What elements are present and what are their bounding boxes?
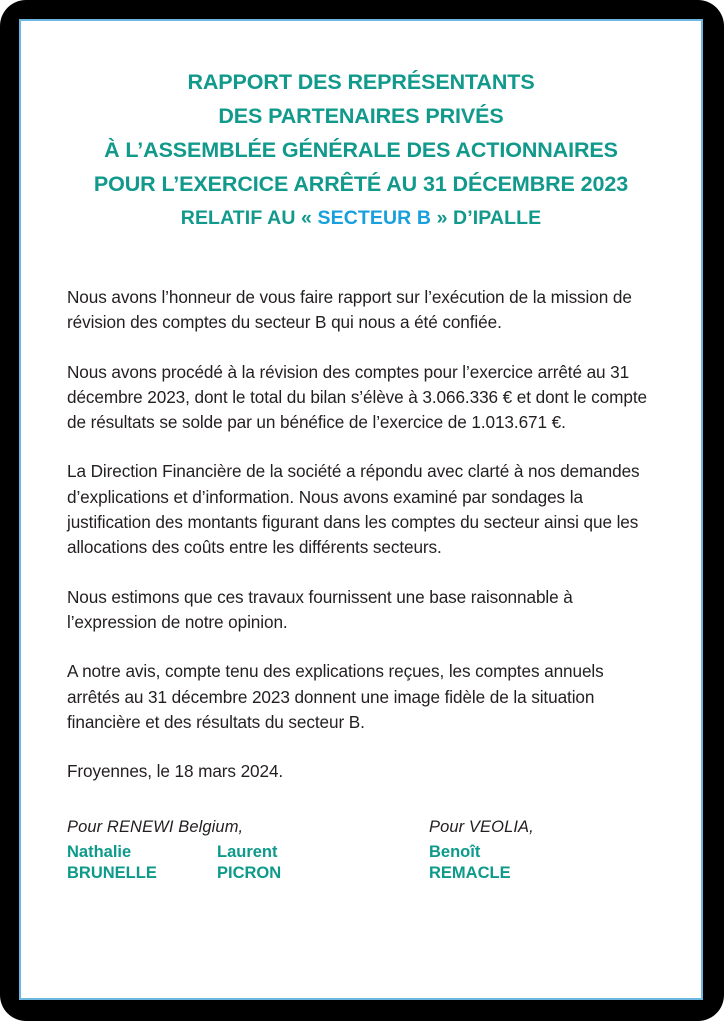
body-paragraph-5: A notre avis, compte tenu des explications reçues, les comptes annuels arrêtés au 31 décembre 2023 donnent une image fidèle de la situation financière et des résultats du secteur B. bbox=[67, 661, 604, 732]
title-line-5-prefix: RELATIF AU « bbox=[180, 207, 318, 229]
title-line-4: POUR L’EXERCICE ARRÊTÉ AU 31 DÉCEMBRE 2023 bbox=[93, 172, 629, 196]
signature-names-renewi bbox=[67, 842, 282, 888]
body-paragraph-2: Nous avons procédé à la révision des comptes pour l’exercice arrêté au 31 décembre 2023, dont le total du bilan s’élève à 3.066.336 € et dont le compte de résultats se solde par un bénéfice de l’exercice de 1.013.671 €. bbox=[67, 361, 647, 433]
body-paragraph-3: La Direction Financière de la société a répondu avec clarté à nos demandes d’explications et d’information. Nous avons examiné par sondages la justification des montants figurant dans les comptes du secteur ainsi que les allocations des coûts entre les différents secteurs. bbox=[67, 461, 640, 558]
body-paragraph-4: Nous estimons que ces travaux fournissent une base raisonnable à l’expression de notre opinion. bbox=[67, 586, 573, 632]
title-line-2: DES PARTENAIRES PRIVÉS bbox=[218, 104, 504, 128]
document-title bbox=[67, 21, 655, 235]
page-content bbox=[21, 21, 701, 998]
signatory-laurent-picron bbox=[217, 842, 281, 884]
title-line-5 bbox=[67, 201, 655, 235]
signatory-last-name: REMACLE bbox=[429, 864, 511, 883]
signature-group-renewi bbox=[67, 816, 282, 888]
page-sheet bbox=[19, 19, 703, 1000]
place-and-date: Froyennes, le 18 mars 2024. bbox=[67, 761, 284, 782]
title-line-1: RAPPORT DES REPRÉSENTANTS bbox=[187, 70, 535, 94]
signatory-last-name: PICRON bbox=[217, 864, 282, 883]
title-line-5-suffix: » D’IPALLE bbox=[431, 207, 542, 229]
signature-company-renewi: Pour RENEWI Belgium, bbox=[67, 818, 244, 837]
signatory-first-name: Laurent bbox=[217, 843, 278, 862]
signature-company-veolia: Pour VEOLIA, bbox=[429, 818, 534, 837]
signatory-first-name: Nathalie bbox=[67, 843, 132, 862]
title-line-3: À L’ASSEMBLÉE GÉNÉRALE DES ACTIONNAIRES bbox=[104, 138, 618, 162]
signatory-nathalie-brunelle bbox=[67, 842, 157, 884]
title-sector-accent: SECTEUR B bbox=[317, 207, 432, 229]
signatory-last-name: BRUNELLE bbox=[67, 864, 157, 883]
document-body bbox=[67, 285, 655, 784]
body-paragraph-1: Nous avons l’honneur de vous faire rapport sur l’exécution de la mission de révision des comptes du secteur B qui nous a été confiée. bbox=[67, 287, 632, 333]
signatory-first-name: Benoît bbox=[429, 843, 481, 862]
signature-block bbox=[67, 816, 655, 896]
signature-group-veolia bbox=[429, 816, 534, 888]
signatory-benoit-remacle bbox=[429, 842, 511, 884]
signature-names-veolia bbox=[429, 842, 534, 888]
